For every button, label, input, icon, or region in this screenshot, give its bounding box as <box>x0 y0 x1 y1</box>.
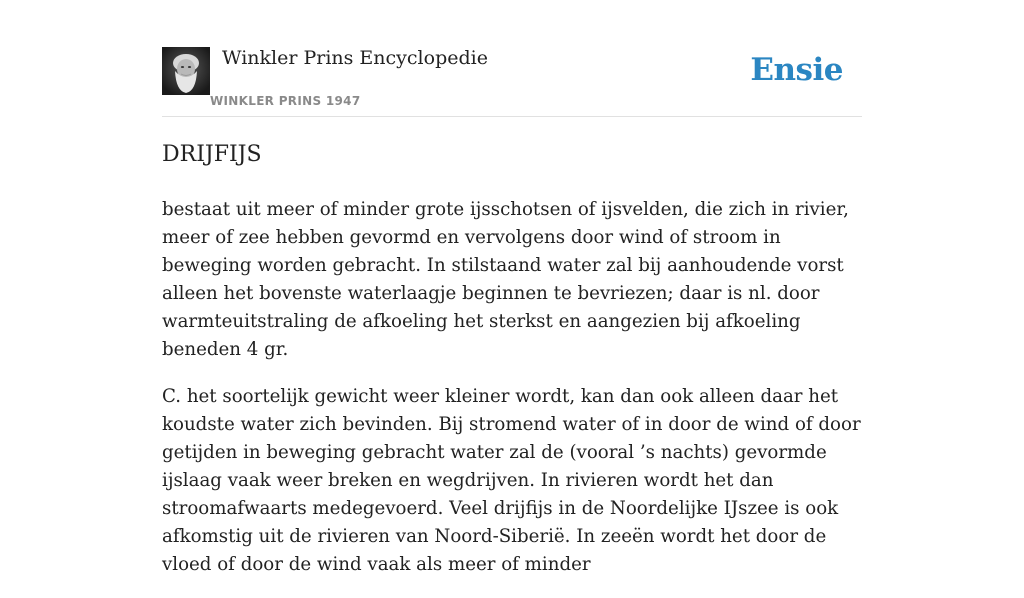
article-paragraph: C. het soortelijk gewicht weer kleiner wordt, kan dan ook alleen daar het koudste water zich bevinden. Bij stromend water of in door de wind of door getijden in beweging gebracht water zal de (vooral ’s nachts) gevormde ijslaag vaak weer breken en wegdrijven. In rivieren wordt het dan stroomafwaarts medegevoerd. Veel drijfijs in de Noordelijke IJszee is ook afkomstig uit de rivieren van Noord-Siberië. In zeeën wordt het door de vloed of door de wind vaak als meer of minder <box>162 386 861 575</box>
page-title: DRIJFIJS <box>162 142 262 167</box>
author-portrait-icon <box>162 47 210 95</box>
site-header <box>162 0 862 117</box>
article-content <box>162 138 862 598</box>
source-label[interactable]: WINKLER PRINS 1947 <box>210 94 361 108</box>
brand-logo[interactable]: Ensie <box>750 52 843 88</box>
avatar[interactable] <box>162 47 210 95</box>
article-paragraph: bestaat uit meer of minder grote ijsschotsen of ijsvelden, die zich in rivier, meer of zee hebben gevormd en vervolgens door wind of stroom in beweging worden gebracht. In stilstaand water zal bij aanhoudende vorst alleen het bovenste waterlaagje beginnen te bevriezen; daar is nl. door warmteuitstraling de afkoeling het sterkst en aangezien bij afkoeling beneden 4 gr. <box>162 199 849 360</box>
site-title[interactable]: Winkler Prins Encyclopedie <box>222 47 488 69</box>
